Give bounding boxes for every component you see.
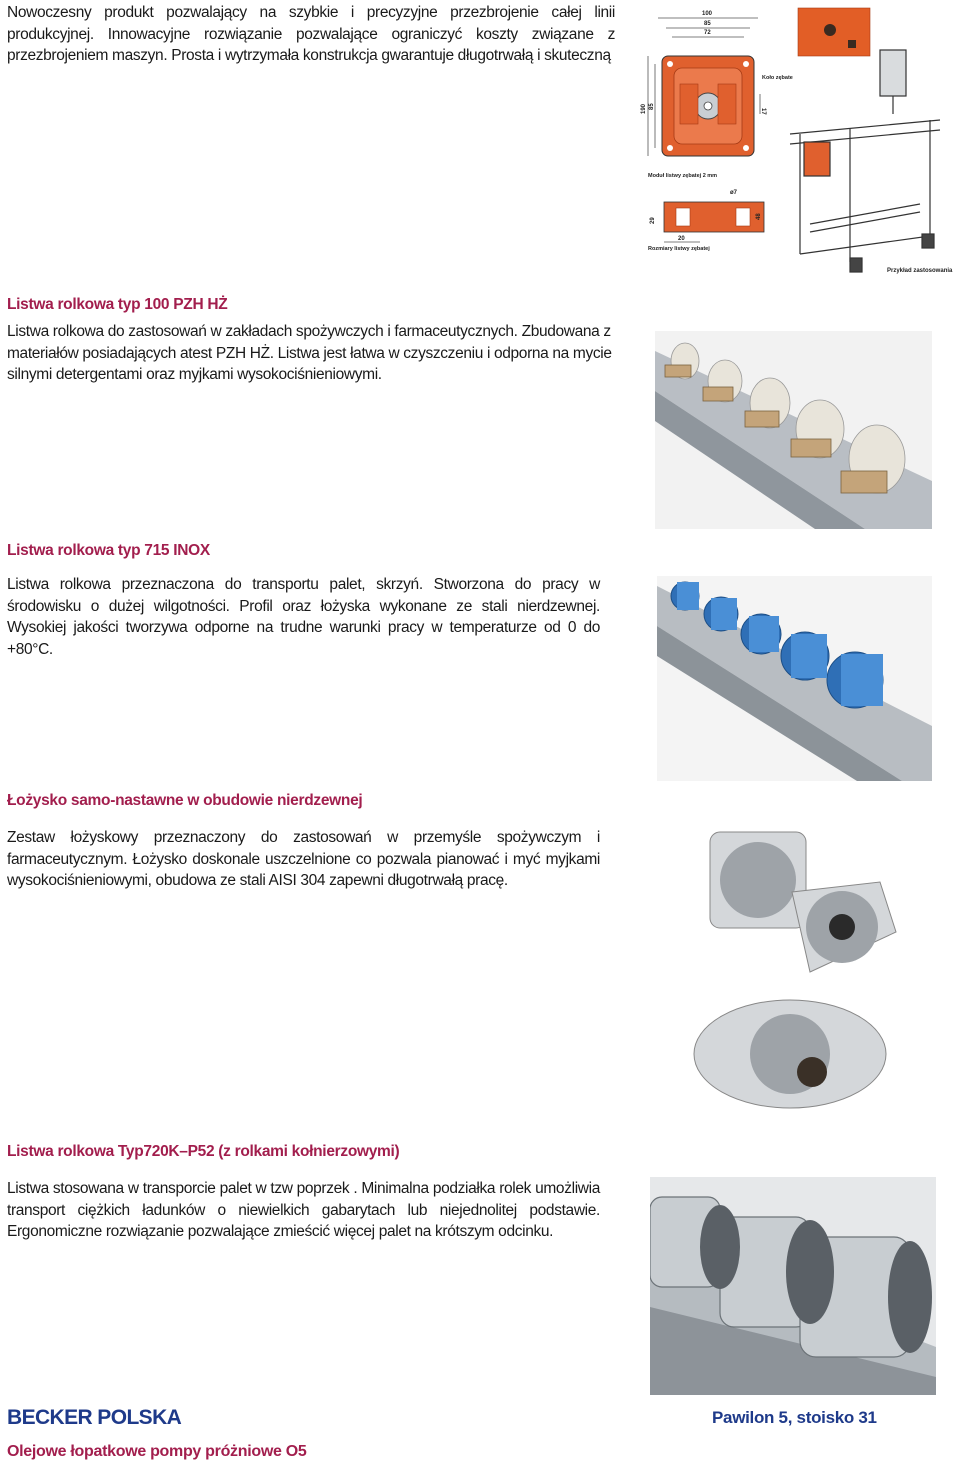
example-label: Przykład zastosowania	[887, 268, 953, 274]
footer-company: BECKER POLSKA	[7, 1406, 182, 1429]
dim-85v: 85	[649, 103, 655, 110]
dim-85: 85	[704, 21, 711, 27]
bearing-units-photo	[690, 822, 900, 1127]
flanged-roller-track-photo	[650, 1177, 936, 1395]
section-text: Listwa rolkowa do zastosowań w zakładach spożywczych i farmaceutycznych. Zbudowana z materiałów posiadających atest PZH HŻ. Listwa jest łatwa w czyszczeniu i odporna na mycie silnymi detergentami oraz myjkami wysokociśnieniowymi.	[7, 323, 612, 383]
section-heading-715inox: Listwa rolkowa typ 715 INOX	[7, 542, 210, 559]
footer-product: Olejowe łopatkowe pompy próżniowe O5	[7, 1443, 307, 1460]
diagram-svg	[640, 4, 960, 278]
dim-48: 48	[756, 213, 762, 220]
section-heading-720k: Listwa rolkowa Typ720K–P52 (z rolkami kołnierzowymi)	[7, 1143, 400, 1160]
section-body-100pzh	[7, 321, 612, 386]
module-label: Moduł listwy zębatej 2 mm	[648, 173, 718, 179]
dim-190: 190	[641, 103, 647, 114]
section-heading-100pzh: Listwa rolkowa typ 100 PZH HŻ	[7, 296, 228, 313]
roller-track-white-photo	[655, 331, 932, 529]
footer-booth: Pawilon 5, stoisko 31	[712, 1408, 877, 1427]
section-body-720k	[7, 1178, 600, 1243]
dim-29: 29	[650, 217, 656, 224]
roller-track-blue-photo	[657, 576, 932, 781]
bearing-unit-3	[694, 1000, 886, 1108]
section-text: Zestaw łożyskowy przeznaczony do zastosowań w przemyśle spożywczym i farmaceutycznym. Łożysko doskonale uszczelnione co pozwala pianować i myć myjkami wysokociśnieniowymi, obudowa ze stali AISI 304 zapewni długotrwałą pracę.	[7, 829, 600, 889]
section-text: Listwa rolkowa przeznaczona do transportu palet, skrzyń. Stworzona do pracy w środowisku o dużej wilgotności. Profil oraz łożyska wykonane ze stali nierdzewnej. Wysokiej jakości tworzywa odporne na trudne warunki pracy w temperaturze od 0 do +80°C.	[7, 576, 600, 658]
section-body-bearing	[7, 827, 600, 892]
technical-diagram	[640, 4, 960, 278]
section-text: Listwa stosowana w transporcie palet w tzw poprzek . Minimalna podziałka rolek umożliwia transport ciężkich ładunków o niewielkich gabarytach lub niejednolitej podstawie. Ergonomiczne rozwiązanie pozwalające zmieścić więcej palet na krótszym odcinku.	[7, 1180, 600, 1240]
dim-72: 72	[704, 30, 711, 36]
dim-d7: ø7	[730, 190, 738, 196]
intro-paragraph: Nowoczesny produkt pozwalający na szybkie i precyzyjne przezbrojenie całej linii produkcyjnej. Innowacyjne rozwiązanie pozwalające ograniczyć koszty związane z przezbrojeniem maszyn. Prosta i wytrzymała konstrukcja gwarantuje długotrwałą i skuteczną	[7, 4, 615, 64]
section-heading-bearing: Łożysko samo-nastawne w obudowie nierdzewnej	[7, 792, 363, 809]
dim-100: 100	[702, 11, 713, 17]
rack-label: Rozmiary listwy zębatej	[648, 246, 710, 252]
dim-17: 17	[760, 108, 766, 115]
section-body-715inox	[7, 574, 600, 660]
bearing-unit-1	[710, 832, 806, 928]
gear-label: Koło zębate	[762, 75, 793, 81]
intro-text	[7, 2, 615, 67]
dim-20: 20	[678, 236, 685, 242]
